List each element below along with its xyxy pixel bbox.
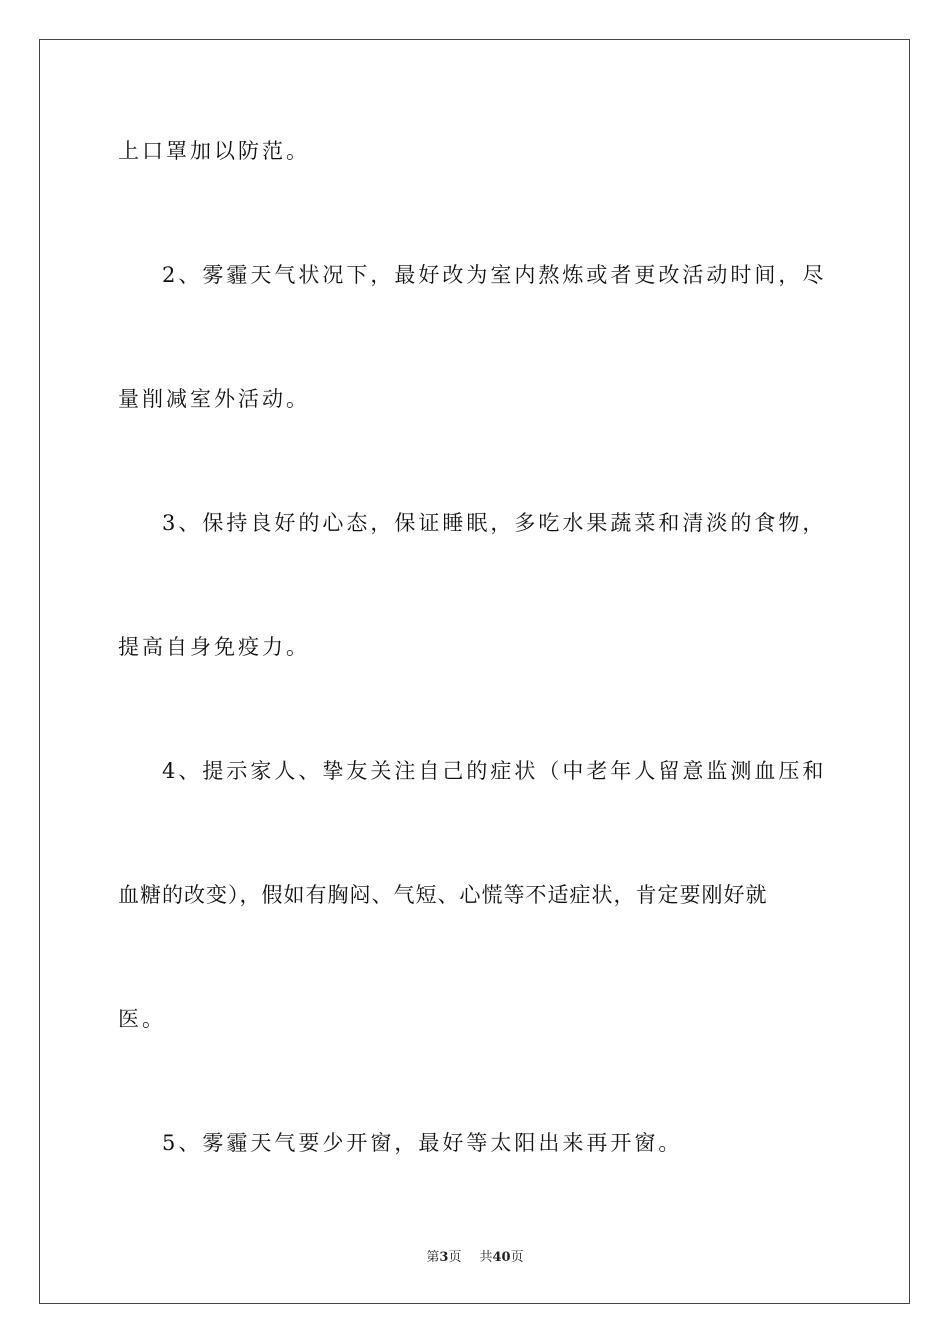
total-prefix: 共 — [479, 1250, 493, 1265]
paragraph-line: 提高自身免疫力。 — [118, 635, 310, 659]
paragraph-line: 5、雾霾天气要少开窗，最好等太阳出来再开窗。 — [162, 1131, 683, 1155]
paragraph-line: 4、提示家人、挚友关注自己的症状（中老年人留意监测血压和 — [162, 759, 827, 783]
paragraph-line: 2、雾霾天气状况下，最好改为室内熬炼或者更改活动时间，尽 — [162, 263, 827, 287]
paragraph-line: 上口罩加以防范。 — [118, 139, 310, 163]
total-pages: 40 — [492, 1250, 511, 1265]
paragraph-line: 医。 — [118, 1007, 166, 1031]
page-number: 3 — [439, 1250, 449, 1265]
page-suffix: 页 — [448, 1250, 462, 1265]
paragraph-line: 血糖的改变），假如有胸闷、气短、心慌等不适症状，肯定要刚好就 — [118, 883, 768, 907]
paragraph-line: 3、保持良好的心态，保证睡眠，多吃水果蔬菜和清淡的食物， — [162, 511, 827, 535]
paragraph-line: 量削减室外活动。 — [118, 387, 310, 411]
page-footer — [0, 1250, 950, 1266]
page-prefix: 第 — [426, 1250, 440, 1265]
page-border — [39, 39, 910, 1304]
total-suffix: 页 — [510, 1250, 524, 1265]
